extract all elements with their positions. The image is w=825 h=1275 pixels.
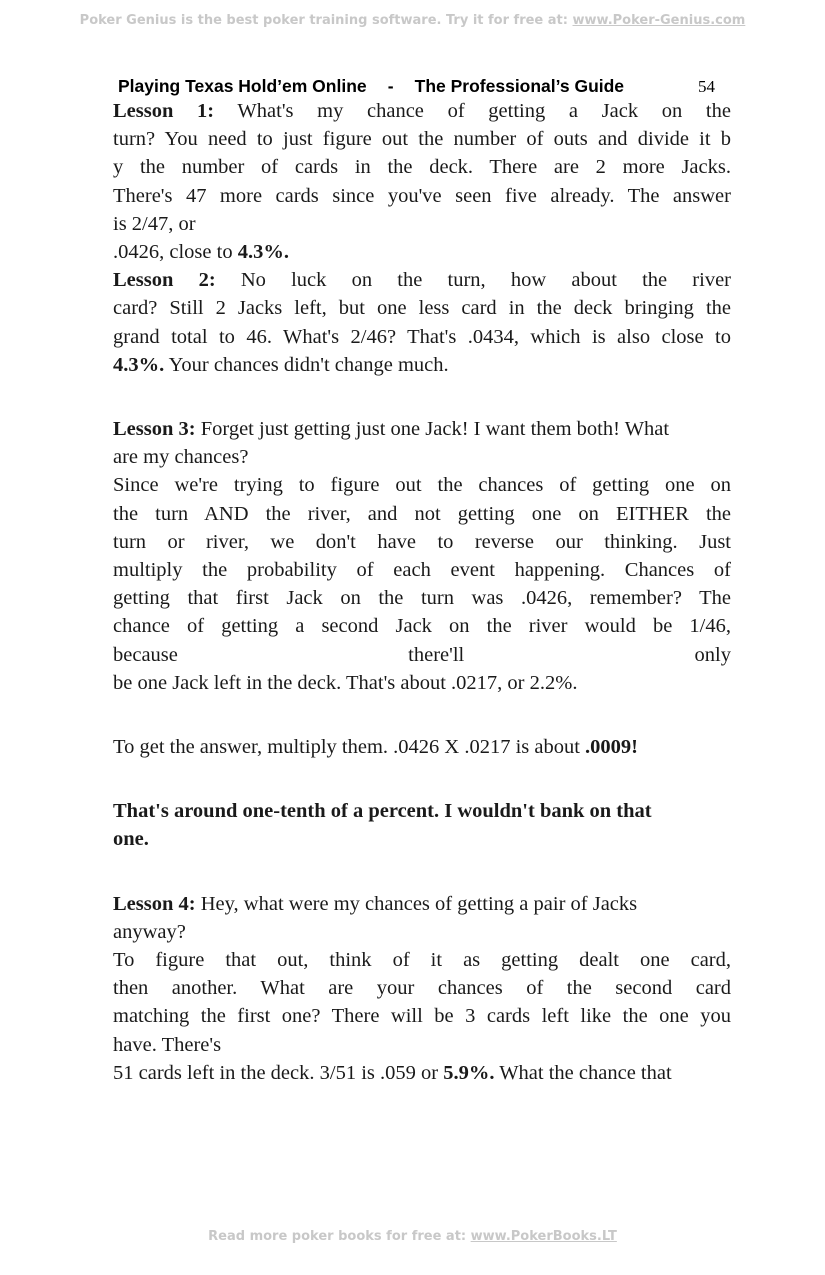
lesson1-line: There's 47 more cards since you've seen five already. The answer	[113, 184, 731, 207]
spacer	[113, 697, 731, 733]
conclusion-line	[113, 797, 731, 825]
lesson2-line: grand total to 46. What's 2/46? That's .0434, which is also close to	[113, 325, 731, 348]
lesson3-line	[113, 415, 731, 443]
lesson3-line: be one Jack left in the deck. That's about .0217, or 2.2%.	[113, 671, 578, 694]
lesson1-label: Lesson 1:	[113, 100, 215, 122]
lesson4-line	[113, 890, 731, 918]
lesson1-line	[113, 97, 731, 125]
lesson4-text: What the chance that	[494, 1061, 672, 1084]
lesson3-line: turn or river, we don't have to reverse our thinking. Just	[113, 530, 731, 553]
poker-genius-link[interactable]: www.Poker-Genius.com	[572, 13, 746, 28]
lesson2-result: 4.3%.	[113, 353, 165, 376]
lesson3-line: because there'll only	[113, 643, 731, 666]
lesson2-text: No luck on the turn, how about the river	[240, 269, 732, 292]
lesson1-line	[113, 238, 731, 266]
lesson1-text: .0426, close to	[113, 241, 238, 264]
conclusion-line	[113, 825, 731, 853]
answer-line	[113, 733, 731, 761]
lesson3-line: the turn AND the river, and not getting one on EITHER the	[113, 502, 731, 525]
spacer	[113, 379, 731, 415]
lesson1-line: is 2/47, or	[113, 212, 196, 235]
lesson3-text: Forget just getting just one Jack! I want them both! What	[195, 418, 670, 441]
lesson1-result: 4.3%.	[237, 241, 289, 264]
book-title: Playing Texas Hold’em Online	[118, 76, 367, 96]
title-separator: -	[387, 76, 394, 96]
lesson4-text: Hey, what were my chances of getting a pair of Jacks	[195, 892, 638, 915]
spacer	[113, 761, 731, 797]
lesson3-line: are my chances?	[113, 446, 249, 469]
lesson1-text: What's my chance of getting a Jack on the	[237, 100, 731, 122]
answer-result: .0009!	[585, 736, 638, 759]
conclusion-text: That's around one-tenth of a percent. I wouldn't bank on that	[113, 800, 652, 823]
lesson3-line: Since we're trying to figure out the chances of getting one on	[113, 474, 731, 497]
lesson2-line	[113, 351, 731, 379]
page-body	[113, 97, 731, 1087]
lesson3-line: multiply the probability of each event happening. Chances of	[113, 559, 731, 582]
promo-banner-top	[0, 13, 825, 28]
lesson4-line: then another. What are your chances of the second card	[113, 977, 731, 1000]
spacer	[113, 854, 731, 890]
lesson2-text: Your chances didn't change much.	[164, 353, 449, 376]
lesson4-text: 51 cards left in the deck. 3/51 is .059 or	[113, 1061, 444, 1084]
promo-banner-bottom	[0, 1229, 825, 1244]
lesson1-line: turn? You need to just figure out the number of outs and divide it b	[113, 128, 731, 151]
lesson4-label: Lesson 4:	[113, 892, 196, 915]
page-number: 54	[698, 77, 715, 96]
page-header	[118, 76, 738, 97]
lesson2-line	[113, 266, 731, 294]
lesson3-label: Lesson 3:	[113, 418, 196, 441]
promo-top-text: Poker Genius is the best poker training software. Try it for free at:	[79, 13, 573, 28]
promo-bottom-text: Read more poker books for free at:	[208, 1229, 471, 1244]
lesson2-line: card? Still 2 Jacks left, but one less card in the deck bringing the	[113, 297, 731, 320]
lesson4-line: anyway?	[113, 920, 186, 943]
lesson4-line: To figure that out, think of it as getting dealt one card,	[113, 949, 731, 972]
lesson1-line: y the number of cards in the deck. There are 2 more Jacks.	[113, 156, 731, 179]
pokerbooks-link[interactable]: www.PokerBooks.LT	[470, 1229, 617, 1244]
lesson3-line: chance of getting a second Jack on the river would be 1/46,	[113, 615, 731, 638]
lesson4-line	[113, 1059, 731, 1087]
conclusion-text: one.	[113, 828, 149, 851]
lesson3-line: getting that first Jack on the turn was .0426, remember? The	[113, 587, 731, 610]
answer-text: To get the answer, multiply them. .0426 X .0217 is about	[113, 736, 586, 759]
lesson4-line: have. There's	[113, 1033, 222, 1056]
book-subtitle: The Professional’s Guide	[414, 76, 625, 96]
lesson4-result: 5.9%.	[443, 1061, 495, 1084]
lesson4-line: matching the first one? There will be 3 cards left like the one you	[113, 1005, 731, 1028]
lesson2-label: Lesson 2:	[113, 269, 216, 292]
